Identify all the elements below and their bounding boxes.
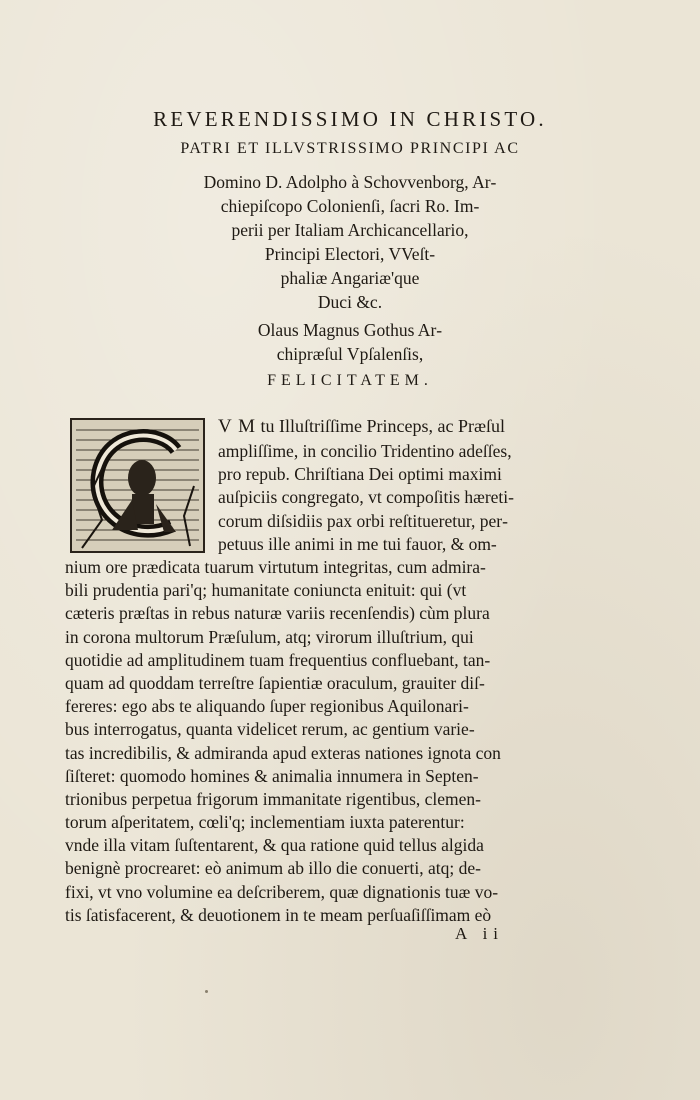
address-line: Domino D. Adolpho à Schovvenborg, Ar‑ [203, 172, 497, 192]
text-line: auſpiciis congregato, vt compoſitis hæreti‑ [218, 487, 514, 508]
text-line: ſiſteret: quomodo homines & animalia innumera in Septen‑ [65, 765, 479, 786]
dedication-heading-line-1: REVERENDISSIMO IN CHRISTO. [153, 107, 547, 131]
text-line: bus interrogatus, quanta videlicet rerum, ac gentium varie‑ [65, 719, 475, 740]
text-line: corum diſsidiis pax orbi reſtitueretur, per‑ [218, 510, 508, 531]
text-line: trionibus perpetua frigorum immanitate rigentibus, clemen‑ [65, 788, 481, 809]
text-line: vnde illa vitam ſuſtentarent, & qua ratione quid tellus algida [65, 835, 484, 856]
text-line: tis ſatisfacerent, & deuotionem in te meam perſuaſiſſimam eò [65, 904, 492, 925]
body-text-full-width [65, 556, 501, 927]
text-line: ampliſſime, in concilio Tridentino adeſſes, [218, 441, 512, 461]
address-line: Duci &c. [317, 292, 383, 312]
text-line: quotidie ad amplitudinem tuam frequentius confluebant, tan‑ [65, 649, 491, 670]
text-line: nium ore prædicata tuarum virtutum integritas, cum admira‑ [65, 557, 486, 577]
text-line: pro repub. Chriſtiana Dei optimi maximi [218, 464, 502, 485]
text-line: benignè procrearet: eò animum ab illo die conuerti, atq; de‑ [65, 858, 481, 879]
author-line: Olaus Magnus Gothus Ar‑ [257, 320, 443, 340]
text-line: bili prudentia pari'q; humanitate coniuncta enituit: qui (vt [65, 580, 467, 601]
text-line: fereres: ego abs te aliquando ſuper regionibus Aquilonari‑ [65, 696, 469, 717]
decorated-initial-c [70, 418, 205, 553]
first-line-text: tu Illuſtriſſime Princeps, ac Præſul [256, 416, 505, 436]
text-line: quam ad quoddam terreſtre ſapientiæ oraculum, grauiter diſ‑ [65, 672, 485, 693]
first-line [218, 416, 505, 438]
text-line: fixi, vt vno volumine ea deſcriberem, quæ dignationis tuæ vo‑ [65, 881, 499, 902]
woodcut-initial-image [72, 420, 203, 551]
text-line: petuus ille animi in me tui fauor, & om‑ [218, 533, 497, 554]
text-line: torum aſperitatem, cœli'q; inclementiam iuxta paterentur: [65, 812, 465, 833]
signature-mark: A ii [455, 924, 505, 943]
text-line: in corona multorum Præſulum, atq; virorum illuſtrium, qui [65, 626, 474, 647]
initial-continuation: V M [218, 416, 257, 437]
text-line: cæteris præſtas in rebus naturæ variis recenſendis) cùm plura [65, 603, 490, 624]
text-line: tas incredibilis, & admiranda apud exteras nationes ignota con [65, 742, 501, 763]
address-line: phaliæ Angariæ'que [280, 268, 420, 288]
body-text-beside-initial [218, 440, 514, 556]
address-line: Principi Electori, VVeſt‑ [264, 244, 436, 264]
address-line: chiepiſcopo Colonienſi, ſacri Ro. Im‑ [220, 196, 480, 216]
felicitatem-heading: FELICITATEM. [267, 372, 433, 389]
author-line: chipræſul Vpſalenſis, [276, 344, 424, 364]
address-line: perii per Italiam Archicancellario, [231, 220, 469, 240]
dedication-heading-line-2: PATRI ET ILLVSTRISSIMO PRINCIPI AC [180, 140, 520, 157]
paper-speck [205, 990, 208, 993]
